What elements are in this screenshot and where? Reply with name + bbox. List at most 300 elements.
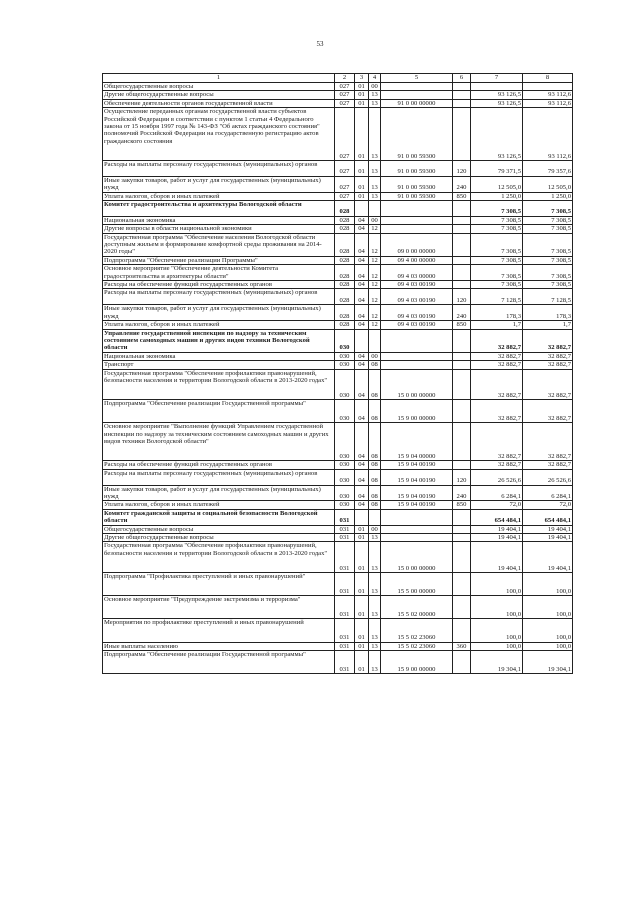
row-expense-type [453, 216, 471, 224]
row-subsection: 13 [369, 650, 381, 673]
row-sum-year2: 93 112,6 [523, 108, 573, 161]
row-expense-type [453, 225, 471, 233]
row-name: Основное мероприятие "Обеспечение деятельности Комитета градостроительства и архитектуры области" [103, 265, 335, 281]
row-section: 04 [355, 469, 369, 485]
row-sum-year2: 178,3 [523, 305, 573, 321]
row-admin-code: 030 [335, 423, 355, 461]
row-section: 04 [355, 400, 369, 423]
row-sum-year2: 100,0 [523, 572, 573, 595]
row-name: Государственная программа "Обеспечение населения Вологодской области доступным жильем и формирование комфортной среды проживания на 2014-2020 годы" [103, 233, 335, 256]
row-section: 04 [355, 281, 369, 289]
row-section: 04 [355, 256, 369, 264]
row-target-article [381, 225, 453, 233]
row-section: 01 [355, 91, 369, 99]
table-row [103, 501, 573, 509]
row-sum-year2: 100,0 [523, 596, 573, 619]
row-expense-type [453, 400, 471, 423]
row-subsection: 12 [369, 265, 381, 281]
row-section: 01 [355, 642, 369, 650]
row-expense-type [453, 91, 471, 99]
row-expense-type [453, 542, 471, 573]
row-sum-year2: 7 308,5 [523, 281, 573, 289]
row-admin-code: 030 [335, 461, 355, 469]
table-row [103, 216, 573, 224]
row-target-article: 09 0 00 00000 [381, 233, 453, 256]
row-sum-year2: 12 505,0 [523, 176, 573, 192]
row-section: 04 [355, 225, 369, 233]
row-target-article: 15 9 00 00000 [381, 650, 453, 673]
row-target-article [381, 509, 453, 525]
row-section [355, 329, 369, 352]
table-row [103, 281, 573, 289]
row-subsection: 08 [369, 361, 381, 369]
row-sum-year2: 72,0 [523, 501, 573, 509]
row-subsection: 13 [369, 533, 381, 541]
row-subsection: 00 [369, 352, 381, 360]
row-expense-type [453, 265, 471, 281]
row-subsection: 12 [369, 225, 381, 233]
row-sum-year2: 7 308,5 [523, 225, 573, 233]
row-admin-code: 030 [335, 361, 355, 369]
row-target-article: 91 0 00 59300 [381, 192, 453, 200]
row-section: 01 [355, 99, 369, 107]
row-subsection: 13 [369, 542, 381, 573]
row-admin-code: 031 [335, 650, 355, 673]
row-name: Расходы на обеспечение функций государственных органов [103, 461, 335, 469]
row-subsection: 12 [369, 305, 381, 321]
row-subsection: 12 [369, 256, 381, 264]
row-subsection [369, 509, 381, 525]
row-subsection: 12 [369, 321, 381, 329]
row-expense-type: 360 [453, 642, 471, 650]
table-header-row [103, 74, 573, 83]
row-sum-year1: 100,0 [471, 596, 523, 619]
row-sum-year2: 93 112,6 [523, 99, 573, 107]
row-name: Комитет градостроительства и архитектуры Вологодской области [103, 201, 335, 217]
row-expense-type [453, 572, 471, 595]
row-admin-code: 028 [335, 225, 355, 233]
row-sum-year1: 32 882,7 [471, 329, 523, 352]
row-name: Основное мероприятие "Выполнение функций Управлением государственной инспекции по надзору за техническим состоянием самоходных машин и других видов техники Вологодской области" [103, 423, 335, 461]
row-expense-type [453, 596, 471, 619]
table-row [103, 485, 573, 501]
row-section: 04 [355, 289, 369, 305]
row-expense-type [453, 256, 471, 264]
row-section: 04 [355, 321, 369, 329]
row-section: 04 [355, 369, 369, 400]
row-target-article: 09 4 03 00190 [381, 289, 453, 305]
row-sum-year1: 654 484,1 [471, 509, 523, 525]
row-admin-code: 030 [335, 352, 355, 360]
table-row [103, 233, 573, 256]
row-expense-type: 240 [453, 485, 471, 501]
table-row [103, 176, 573, 192]
row-sum-year1: 19 304,1 [471, 650, 523, 673]
row-sum-year2: 32 882,7 [523, 352, 573, 360]
row-section: 01 [355, 525, 369, 533]
row-sum-year2 [523, 83, 573, 91]
table-row [103, 533, 573, 541]
row-admin-code: 028 [335, 321, 355, 329]
row-admin-code: 031 [335, 619, 355, 642]
row-name: Другие общегосударственные вопросы [103, 91, 335, 99]
row-expense-type [453, 83, 471, 91]
row-sum-year2: 32 882,7 [523, 423, 573, 461]
row-target-article [381, 201, 453, 217]
row-admin-code: 028 [335, 305, 355, 321]
row-sum-year2: 7 308,5 [523, 265, 573, 281]
row-sum-year2: 100,0 [523, 619, 573, 642]
row-sum-year2: 6 284,1 [523, 485, 573, 501]
row-section: 01 [355, 161, 369, 177]
row-section: 04 [355, 305, 369, 321]
row-name: Другие общегосударственные вопросы [103, 533, 335, 541]
row-section: 04 [355, 461, 369, 469]
row-subsection: 08 [369, 461, 381, 469]
row-sum-year2: 7 308,5 [523, 233, 573, 256]
row-admin-code: 030 [335, 329, 355, 352]
row-expense-type [453, 99, 471, 107]
row-admin-code: 028 [335, 265, 355, 281]
row-target-article [381, 83, 453, 91]
row-expense-type: 240 [453, 176, 471, 192]
table-row [103, 91, 573, 99]
row-target-article: 15 5 02 23060 [381, 642, 453, 650]
row-sum-year2: 7 128,5 [523, 289, 573, 305]
row-sum-year1: 7 308,5 [471, 201, 523, 217]
row-expense-type [453, 619, 471, 642]
row-name: Расходы на выплаты персоналу государственных (муниципальных) органов [103, 161, 335, 177]
table-row [103, 509, 573, 525]
row-target-article: 09 4 03 00190 [381, 305, 453, 321]
row-expense-type [453, 233, 471, 256]
row-name: Национальная экономика [103, 216, 335, 224]
row-expense-type [453, 329, 471, 352]
table-row [103, 108, 573, 161]
row-target-article: 09 4 03 00190 [381, 321, 453, 329]
row-sum-year2: 1,7 [523, 321, 573, 329]
row-target-article: 15 9 04 00190 [381, 461, 453, 469]
row-target-article [381, 533, 453, 541]
header-cell: 7 [471, 74, 523, 83]
row-sum-year1: 32 882,7 [471, 352, 523, 360]
row-admin-code: 027 [335, 99, 355, 107]
row-name: Расходы на выплаты персоналу государственных (муниципальных) органов [103, 469, 335, 485]
table-row [103, 361, 573, 369]
row-name: Другие вопросы в области национальной экономики [103, 225, 335, 233]
table-row [103, 619, 573, 642]
row-sum-year1: 7 308,5 [471, 256, 523, 264]
row-section: 01 [355, 596, 369, 619]
table-row [103, 461, 573, 469]
row-name: Государственная программа "Обеспечение профилактики правонарушений, безопасности населения и территории Вологодской области в 2013-2020 годах" [103, 542, 335, 573]
table-row [103, 650, 573, 673]
row-name: Общегосударственные вопросы [103, 525, 335, 533]
row-name: Государственная программа "Обеспечение профилактики правонарушений, безопасности населения и территории Вологодской области в 2013-2020 годах" [103, 369, 335, 400]
row-target-article [381, 352, 453, 360]
row-name: Уплата налогов, сборов и иных платежей [103, 192, 335, 200]
row-subsection: 00 [369, 83, 381, 91]
table-row [103, 642, 573, 650]
table-row [103, 289, 573, 305]
row-admin-code: 028 [335, 256, 355, 264]
row-sum-year1: 19 404,1 [471, 542, 523, 573]
header-cell: 1 [103, 74, 335, 83]
row-subsection: 13 [369, 619, 381, 642]
row-expense-type [453, 509, 471, 525]
row-name: Уплата налогов, сборов и иных платежей [103, 501, 335, 509]
budget-table [102, 73, 573, 674]
page-number: 53 [316, 40, 324, 48]
row-subsection: 13 [369, 572, 381, 595]
row-target-article [381, 216, 453, 224]
row-section: 04 [355, 361, 369, 369]
row-subsection: 08 [369, 369, 381, 400]
row-target-article [381, 91, 453, 99]
table-row [103, 225, 573, 233]
row-sum-year2: 19 404,1 [523, 525, 573, 533]
row-name: Комитет гражданской защиты и социальной безопасности Вологодской области [103, 509, 335, 525]
row-expense-type [453, 361, 471, 369]
row-target-article: 91 0 00 59300 [381, 176, 453, 192]
row-sum-year2: 7 308,5 [523, 216, 573, 224]
row-admin-code: 028 [335, 289, 355, 305]
row-target-article: 09 4 03 00000 [381, 265, 453, 281]
row-sum-year2: 654 484,1 [523, 509, 573, 525]
row-section: 04 [355, 423, 369, 461]
row-expense-type: 850 [453, 192, 471, 200]
row-section: 01 [355, 83, 369, 91]
row-sum-year2: 19 404,1 [523, 542, 573, 573]
row-subsection: 12 [369, 281, 381, 289]
row-expense-type [453, 525, 471, 533]
row-subsection: 13 [369, 192, 381, 200]
row-admin-code: 028 [335, 216, 355, 224]
row-sum-year1: 19 404,1 [471, 533, 523, 541]
row-name: Подпрограмма "Обеспечение реализации Государственной программы" [103, 400, 335, 423]
row-name: Общегосударственные вопросы [103, 83, 335, 91]
row-sum-year2: 32 882,7 [523, 369, 573, 400]
row-target-article: 15 0 00 00000 [381, 369, 453, 400]
row-sum-year1: 7 308,5 [471, 216, 523, 224]
row-sum-year1: 93 126,5 [471, 108, 523, 161]
row-expense-type [453, 650, 471, 673]
row-expense-type [453, 108, 471, 161]
row-sum-year1: 1,7 [471, 321, 523, 329]
row-expense-type: 120 [453, 469, 471, 485]
row-target-article: 15 9 04 00190 [381, 485, 453, 501]
row-expense-type [453, 533, 471, 541]
row-sum-year2: 100,0 [523, 642, 573, 650]
row-name: Обеспечение деятельности органов государственной власти [103, 99, 335, 107]
table-row [103, 542, 573, 573]
row-subsection: 08 [369, 423, 381, 461]
table-row [103, 369, 573, 400]
header-cell: 4 [369, 74, 381, 83]
row-section [355, 201, 369, 217]
row-name: Подпрограмма "Профилактика преступлений и иных правонарушений" [103, 572, 335, 595]
row-name: Иные закупки товаров, работ и услуг для государственных (муниципальных) нужд [103, 305, 335, 321]
row-section: 01 [355, 542, 369, 573]
row-subsection: 13 [369, 91, 381, 99]
row-sum-year2: 32 882,7 [523, 329, 573, 352]
table-row [103, 469, 573, 485]
row-admin-code: 030 [335, 469, 355, 485]
row-name: Расходы на выплаты персоналу государственных (муниципальных) органов [103, 289, 335, 305]
row-section: 04 [355, 265, 369, 281]
row-sum-year1: 7 308,5 [471, 265, 523, 281]
row-admin-code: 030 [335, 485, 355, 501]
table-row [103, 572, 573, 595]
row-name: Подпрограмма "Обеспечение реализации Государственной программы" [103, 650, 335, 673]
row-admin-code: 027 [335, 108, 355, 161]
header-cell: 6 [453, 74, 471, 83]
row-name: Транспорт [103, 361, 335, 369]
row-subsection: 00 [369, 525, 381, 533]
table-row [103, 352, 573, 360]
row-section: 04 [355, 216, 369, 224]
row-admin-code: 030 [335, 501, 355, 509]
row-subsection: 08 [369, 501, 381, 509]
row-sum-year1: 19 404,1 [471, 525, 523, 533]
row-name: Управление государственной инспекции по надзору за техническим состоянием самоходных машин и других видов техники Вологодской области [103, 329, 335, 352]
row-sum-year2: 26 526,6 [523, 469, 573, 485]
row-subsection: 13 [369, 99, 381, 107]
table-row [103, 256, 573, 264]
header-cell: 3 [355, 74, 369, 83]
row-section: 01 [355, 108, 369, 161]
row-expense-type: 120 [453, 289, 471, 305]
row-target-article: 91 0 00 00000 [381, 99, 453, 107]
table-row [103, 192, 573, 200]
row-admin-code: 031 [335, 542, 355, 573]
row-target-article: 15 5 02 23060 [381, 619, 453, 642]
row-admin-code: 031 [335, 642, 355, 650]
row-sum-year1: 26 526,6 [471, 469, 523, 485]
row-expense-type [453, 352, 471, 360]
row-name: Иные выплаты населению [103, 642, 335, 650]
row-sum-year1: 100,0 [471, 619, 523, 642]
row-subsection: 12 [369, 289, 381, 305]
row-section: 04 [355, 501, 369, 509]
row-subsection: 13 [369, 596, 381, 619]
row-subsection [369, 329, 381, 352]
row-admin-code: 031 [335, 572, 355, 595]
row-name: Иные закупки товаров, работ и услуг для государственных (муниципальных) нужд [103, 176, 335, 192]
row-sum-year1 [471, 83, 523, 91]
row-target-article: 15 0 00 00000 [381, 542, 453, 573]
row-subsection: 13 [369, 108, 381, 161]
table-row [103, 423, 573, 461]
row-section: 04 [355, 485, 369, 501]
row-expense-type: 850 [453, 321, 471, 329]
row-sum-year1: 6 284,1 [471, 485, 523, 501]
row-section: 01 [355, 650, 369, 673]
header-cell: 8 [523, 74, 573, 83]
row-sum-year1: 79 371,5 [471, 161, 523, 177]
table-row [103, 525, 573, 533]
row-target-article: 91 0 00 59300 [381, 108, 453, 161]
row-admin-code: 027 [335, 176, 355, 192]
row-name: Осуществление переданных органам государственной власти субъектов Российской Федерации в соответствии с пунктом 1 статьи 4 Федерального закона от 15 ноября 1997 года № 143-ФЗ "Об актах гражданского состояния" полномочий Российской Федерации на государственную регистрацию актов гражданского состояния [103, 108, 335, 161]
row-target-article [381, 525, 453, 533]
row-sum-year1: 7 308,5 [471, 233, 523, 256]
row-target-article: 91 0 00 59300 [381, 161, 453, 177]
row-sum-year2: 1 250,0 [523, 192, 573, 200]
row-sum-year1: 7 128,5 [471, 289, 523, 305]
row-target-article [381, 329, 453, 352]
row-sum-year2: 32 882,7 [523, 400, 573, 423]
row-admin-code: 030 [335, 369, 355, 400]
row-target-article: 15 9 04 00190 [381, 501, 453, 509]
row-subsection: 00 [369, 216, 381, 224]
row-sum-year1: 7 308,5 [471, 225, 523, 233]
row-target-article: 15 5 02 00000 [381, 596, 453, 619]
row-admin-code: 031 [335, 525, 355, 533]
row-admin-code: 031 [335, 596, 355, 619]
row-subsection: 08 [369, 469, 381, 485]
table-row [103, 321, 573, 329]
row-section: 04 [355, 352, 369, 360]
row-target-article: 15 9 04 00000 [381, 423, 453, 461]
table-row [103, 99, 573, 107]
row-name: Мероприятия по профилактике преступлений и иных правонарушений [103, 619, 335, 642]
row-sum-year2: 32 882,7 [523, 461, 573, 469]
row-section: 01 [355, 176, 369, 192]
row-expense-type: 120 [453, 161, 471, 177]
row-sum-year1: 178,3 [471, 305, 523, 321]
row-target-article: 15 9 04 00190 [381, 469, 453, 485]
row-sum-year2: 7 308,5 [523, 201, 573, 217]
row-section [355, 509, 369, 525]
row-name: Расходы на обеспечение функций государственных органов [103, 281, 335, 289]
row-subsection: 13 [369, 176, 381, 192]
row-subsection: 12 [369, 233, 381, 256]
row-expense-type [453, 281, 471, 289]
row-sum-year2: 79 357,6 [523, 161, 573, 177]
row-sum-year1: 100,0 [471, 572, 523, 595]
row-target-article: 15 9 00 00000 [381, 400, 453, 423]
row-target-article: 15 5 00 00000 [381, 572, 453, 595]
row-admin-code: 027 [335, 91, 355, 99]
row-sum-year1: 72,0 [471, 501, 523, 509]
row-admin-code: 031 [335, 509, 355, 525]
table-row [103, 305, 573, 321]
row-target-article [381, 361, 453, 369]
header-cell: 2 [335, 74, 355, 83]
row-subsection: 13 [369, 161, 381, 177]
row-sum-year1: 32 882,7 [471, 400, 523, 423]
row-sum-year1: 32 882,7 [471, 423, 523, 461]
row-sum-year1: 100,0 [471, 642, 523, 650]
row-name: Уплата налогов, сборов и иных платежей [103, 321, 335, 329]
row-admin-code: 030 [335, 400, 355, 423]
row-admin-code: 027 [335, 161, 355, 177]
row-name: Иные закупки товаров, работ и услуг для государственных (муниципальных) нужд [103, 485, 335, 501]
row-expense-type [453, 201, 471, 217]
row-admin-code: 028 [335, 233, 355, 256]
row-subsection: 08 [369, 485, 381, 501]
table-row [103, 265, 573, 281]
row-target-article: 09 4 03 00190 [381, 281, 453, 289]
row-sum-year1: 12 505,0 [471, 176, 523, 192]
row-sum-year2: 7 308,5 [523, 256, 573, 264]
row-section: 01 [355, 572, 369, 595]
row-section: 01 [355, 619, 369, 642]
header-cell: 5 [381, 74, 453, 83]
row-sum-year1: 7 308,5 [471, 281, 523, 289]
row-sum-year2: 19 404,1 [523, 533, 573, 541]
